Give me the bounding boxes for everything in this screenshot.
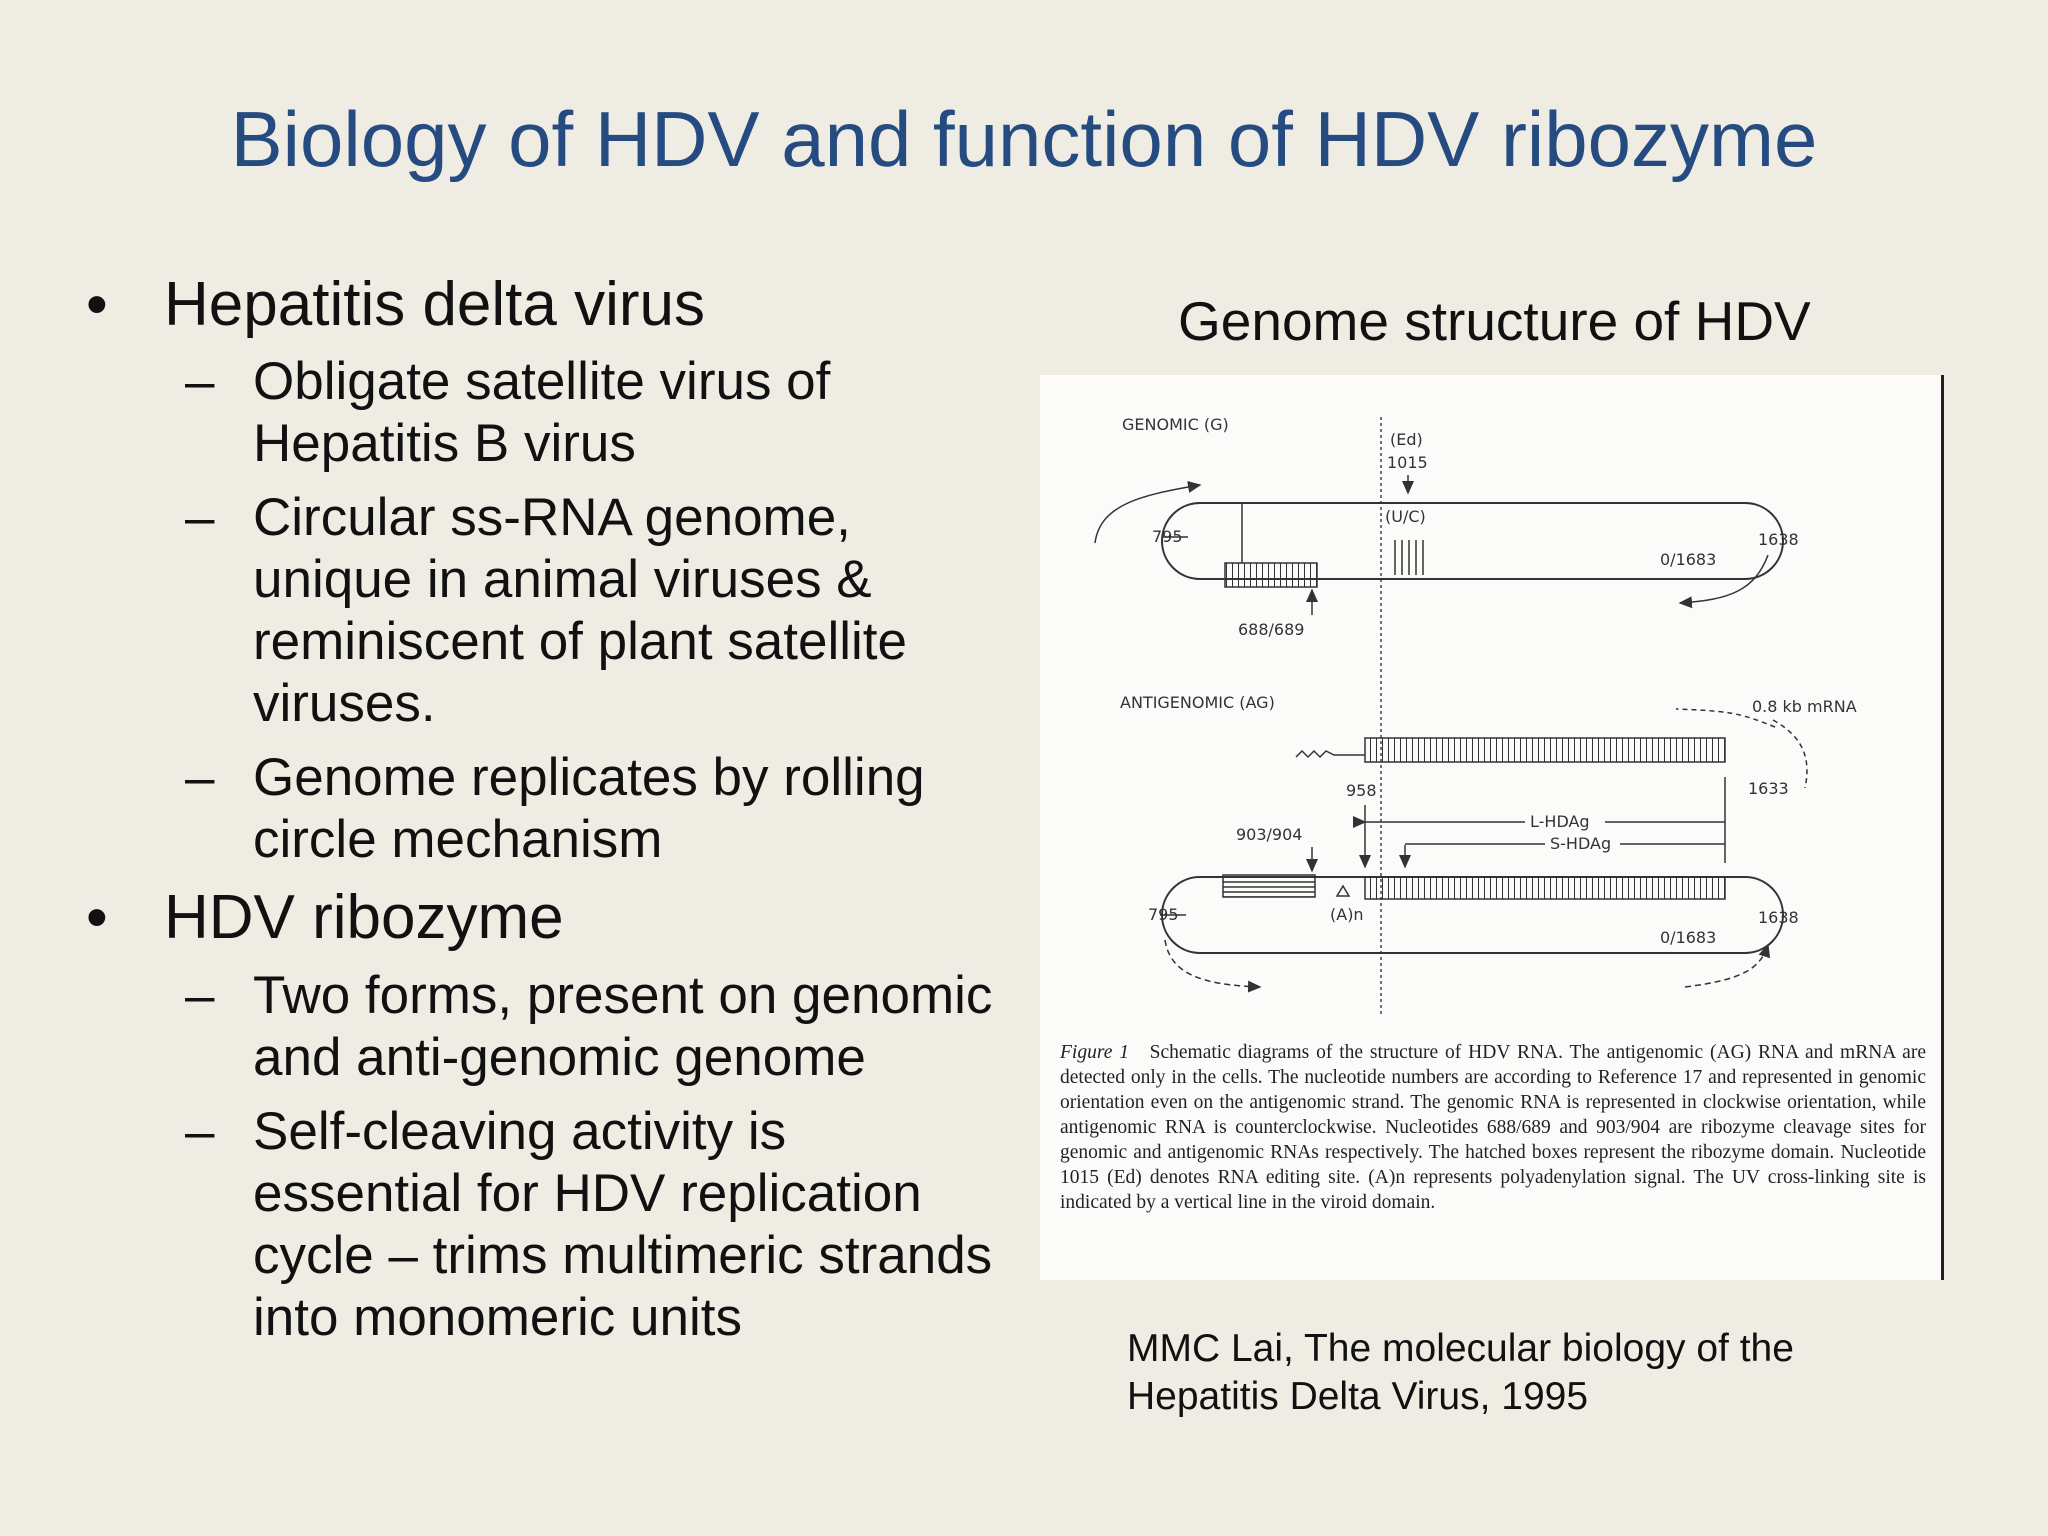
figure-caption-text: Schematic diagrams of the structure of HDV RNA. The antigenomic (AG) RNA and mRNA are detected only in the cells. The nucleotide numbers are according to Reference 17 and represented in genomic orientation even on the antigenomic strand. The genomic RNA is represented in clockwise orientation, while antigenomic RNA is counterclockwise. Nucleotides 688/689 and 903/904 are ribozyme cleavage sites for genomic and antigenomic RNAs respectively. The hatched boxes represent the ribozyme domain. Nucleotide 1015 (Ed) denotes RNA editing site. (A)n represents polyadenylation signal. The UV cross-linking site is indicated by a vertical line in the viroid domain. [1060, 1042, 1926, 1213]
figure-heading: Genome structure of HDV [1178, 290, 1811, 352]
label-958: 958 [1346, 781, 1377, 800]
dash-icon: – [185, 488, 215, 548]
figure-caption-label: Figure 1 [1060, 1042, 1129, 1063]
sub-bullet-text: Obligate satellite virus of Hepatitis B virus [253, 352, 831, 474]
dash-icon: – [185, 1101, 215, 1161]
label-ed: (Ed) [1390, 430, 1423, 449]
label-0-1683: 0/1683 [1660, 550, 1717, 569]
dash-icon: – [185, 748, 215, 808]
label-l-hdag: L-HDAg [1530, 812, 1590, 831]
genome-figure [1040, 375, 1944, 1280]
dash-icon: – [185, 965, 215, 1025]
label-ag-1638: 1638 [1758, 908, 1799, 927]
bullet-text: Hepatitis delta virus [164, 270, 706, 339]
sub-bullet [80, 1101, 1000, 1349]
label-s-hdag: S-HDAg [1550, 834, 1612, 853]
bullet-text: HDV ribozyme [164, 883, 564, 953]
sub-bullet [80, 487, 1000, 735]
label-an: (A)n [1330, 905, 1364, 924]
citation-line-1: MMC Lai, The molecular biology of the [1127, 1327, 1794, 1370]
citation [1127, 1325, 1794, 1420]
label-903-904: 903/904 [1236, 825, 1303, 844]
sub-bullet-text: Circular ss-RNA genome, unique in animal viruses & reminiscent of plant satellite viruses. [253, 488, 907, 734]
label-ag-0-1683: 0/1683 [1660, 928, 1717, 947]
label-1633: 1633 [1748, 779, 1789, 798]
label-ag-795: 795 [1148, 905, 1179, 924]
hdag-coding-bar [1365, 877, 1725, 899]
label-1015: 1015 [1387, 453, 1428, 472]
label-1638: 1638 [1758, 530, 1799, 549]
slide-title: Biology of HDV and function of HDV ribozyme [230, 95, 1818, 183]
sub-bullet-text: Self-cleaving activity is essential for HDV replication cycle – trims multimeric strands into monomeric units [253, 1101, 993, 1347]
label-795: 795 [1152, 527, 1183, 546]
antigenomic-ribozyme-box [1223, 875, 1315, 897]
label-antigenomic: ANTIGENOMIC (AG) [1120, 693, 1275, 712]
bullet-hdv [80, 270, 1000, 339]
bullet-dot-icon: • [86, 883, 108, 953]
dash-icon: – [185, 352, 215, 412]
mrna-bar [1365, 738, 1725, 762]
label-genomic: GENOMIC (G) [1122, 415, 1229, 434]
bullet-dot-icon: • [86, 270, 108, 339]
sub-bullet [80, 747, 1000, 871]
sub-bullet-text: Two forms, present on genomic and anti-genomic genome [253, 965, 993, 1087]
sub-bullet [80, 965, 1000, 1089]
bullet-list [80, 270, 1000, 1361]
sub-bullet-text: Genome replicates by rolling circle mechanism [253, 748, 925, 870]
figure-caption [1060, 1040, 1926, 1215]
label-688-689: 688/689 [1238, 620, 1305, 639]
bullet-ribozyme [80, 883, 1000, 952]
sub-bullet [80, 351, 1000, 475]
label-uc: (U/C) [1385, 507, 1426, 526]
citation-line-2: Hepatitis Delta Virus, 1995 [1127, 1374, 1589, 1418]
genomic-ribozyme-box [1225, 563, 1317, 587]
label-mrna: 0.8 kb mRNA [1752, 697, 1857, 716]
